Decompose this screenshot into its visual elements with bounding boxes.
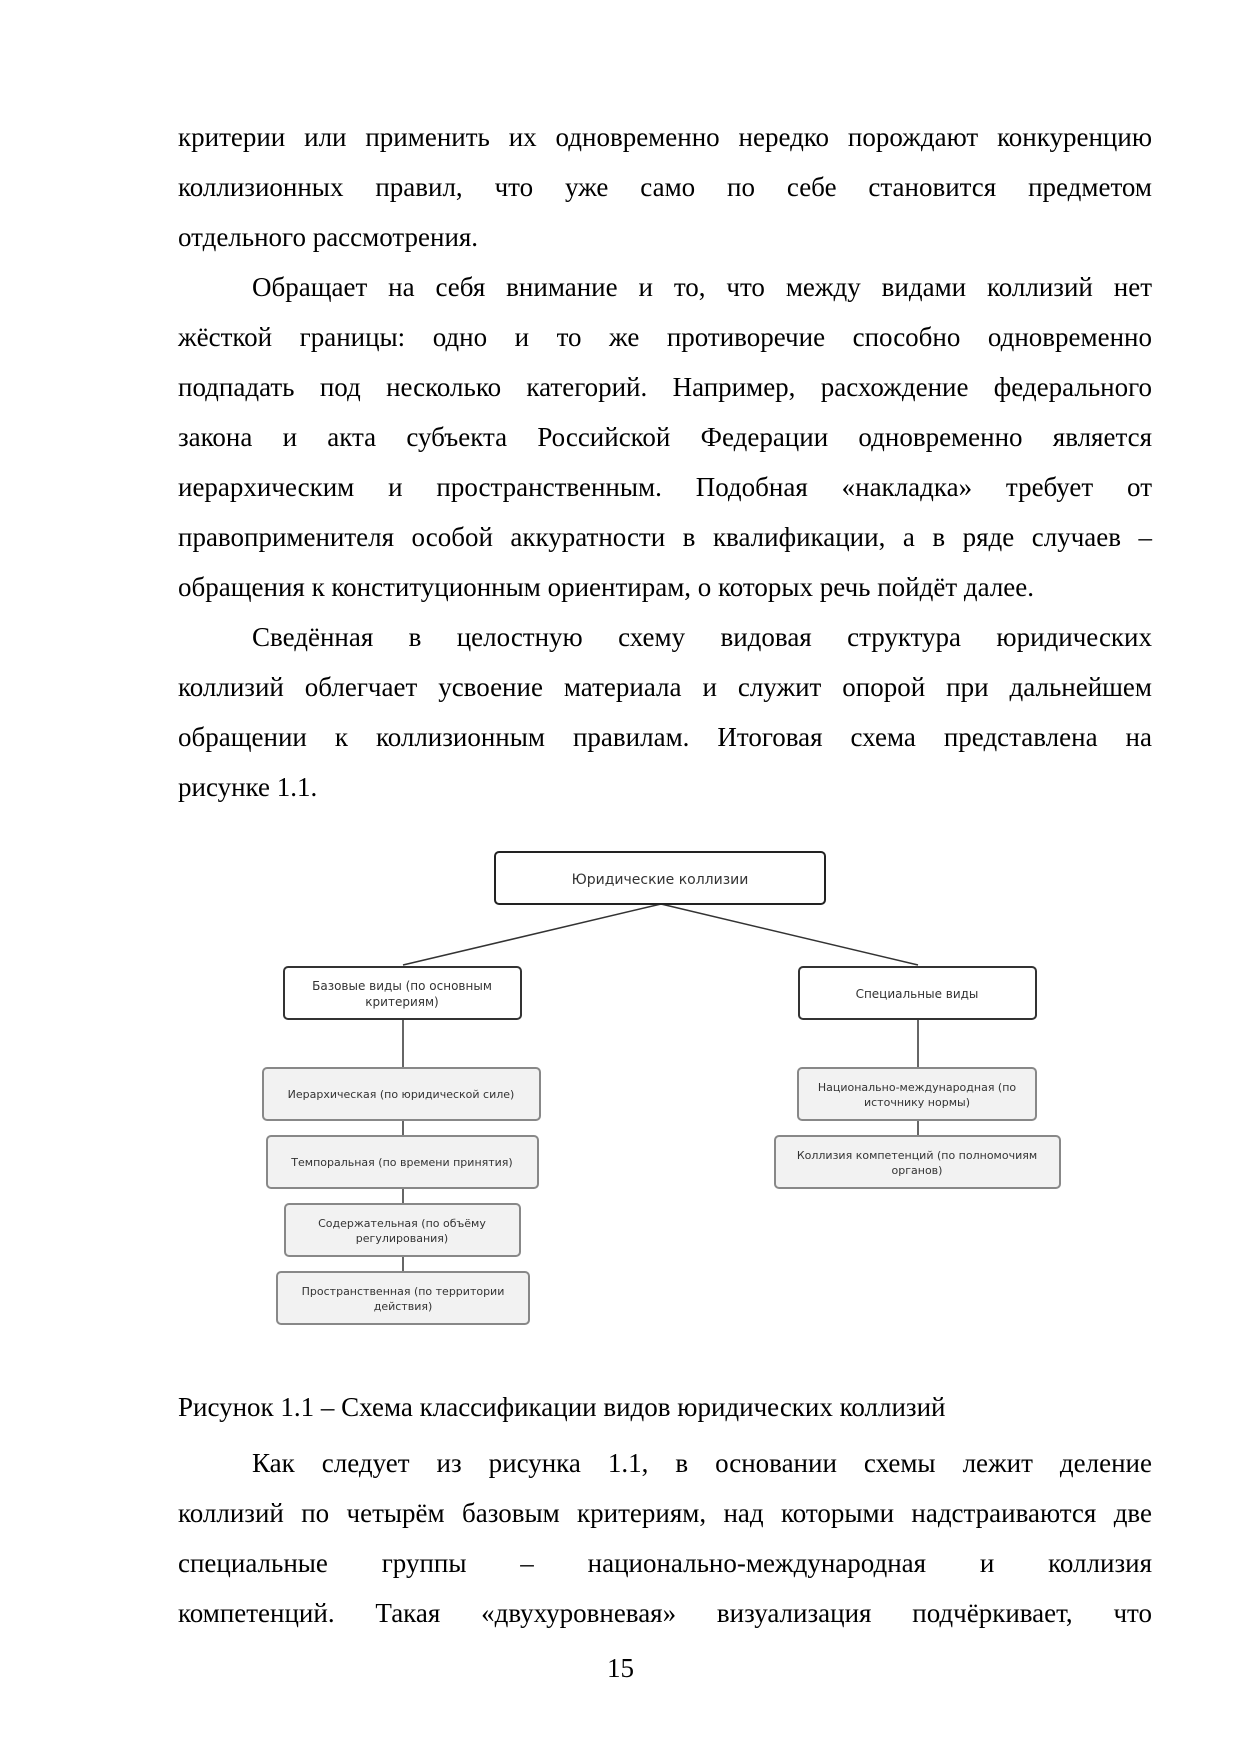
text-line: компетенций. Такая «двухуровневая» визуализация подчёркивает, что (178, 1598, 1152, 1628)
node-temporal-label: Темпоральная (по времени принятия) (291, 1156, 513, 1169)
node-national-international-label: Национально-международная (по (817, 1081, 1017, 1094)
page-number: 15 (607, 1653, 634, 1683)
node-substantive-label: регулирования) (355, 1232, 449, 1245)
node-basic-types-label: критериям) (365, 995, 439, 1009)
node-national-international (798, 1068, 1036, 1120)
text-line: Обращает на себя внимание и то, что между видами коллизий нет (252, 272, 1152, 302)
text-line: обращения к конституционным ориентирам, о которых речь пойдёт далее. (178, 572, 1035, 602)
node-basic-types-label: Базовые виды (по основным (312, 979, 492, 993)
text-line: закона и акта субъекта Российской Федерации одновременно является (178, 422, 1152, 452)
edge-root-left (403, 904, 661, 965)
text-line: Как следует из рисунка 1.1, в основании схемы лежит деление (252, 1448, 1152, 1478)
text-line: подпадать под несколько категорий. Например, расхождение федерального (178, 372, 1152, 402)
node-hierarchical-label: Иерархическая (по юридической силе) (287, 1088, 515, 1101)
text-line: рисунке 1.1. (178, 772, 318, 802)
node-competence-label: Коллизия компетенций (по полномочиям (796, 1149, 1038, 1162)
node-competence (775, 1136, 1060, 1188)
text-line: коллизий по четырём базовым критериям, над которыми надстраиваются две (178, 1498, 1152, 1528)
text-line: критерии или применить их одновременно нередко порождают конкуренцию (178, 122, 1152, 152)
node-spatial-label: Пространственная (по территории (301, 1285, 505, 1298)
text-line: иерархическим и пространственным. Подобная «накладка» требует от (178, 472, 1152, 502)
text-line: специальные группы – национально-международная и коллизия (178, 1548, 1152, 1578)
figure-caption: Рисунок 1.1 – Схема классификации видов юридических коллизий (178, 1392, 946, 1422)
node-special-types-label: Специальные виды (855, 987, 979, 1001)
text-line: отдельного рассмотрения. (178, 222, 479, 252)
text-line: правоприменителя особой аккуратности в квалификации, а в ряде случаев – (178, 522, 1152, 552)
node-substantive-label: Содержательная (по объёму (318, 1217, 486, 1230)
text-line: жёсткой границы: одно и то же противоречие способно одновременно (178, 322, 1152, 352)
node-spatial-label: действия) (373, 1300, 433, 1313)
node-competence-label: органов) (891, 1164, 943, 1177)
text-line: коллизионных правил, что уже само по себе становится предметом (178, 172, 1152, 202)
text-line: Сведённая в целостную схему видовая структура юридических (252, 622, 1152, 652)
text-line: коллизий облегчает усвоение материала и служит опорой при дальнейшем (178, 672, 1152, 702)
node-national-international-label: источнику нормы) (863, 1096, 971, 1109)
text-line: обращении к коллизионным правилам. Итоговая схема представлена на (178, 722, 1152, 752)
node-substantive (285, 1204, 520, 1256)
edge-root-right (661, 904, 918, 965)
node-root-label: Юридические коллизии (571, 872, 749, 888)
node-spatial (277, 1272, 529, 1324)
node-basic-types (284, 967, 521, 1019)
